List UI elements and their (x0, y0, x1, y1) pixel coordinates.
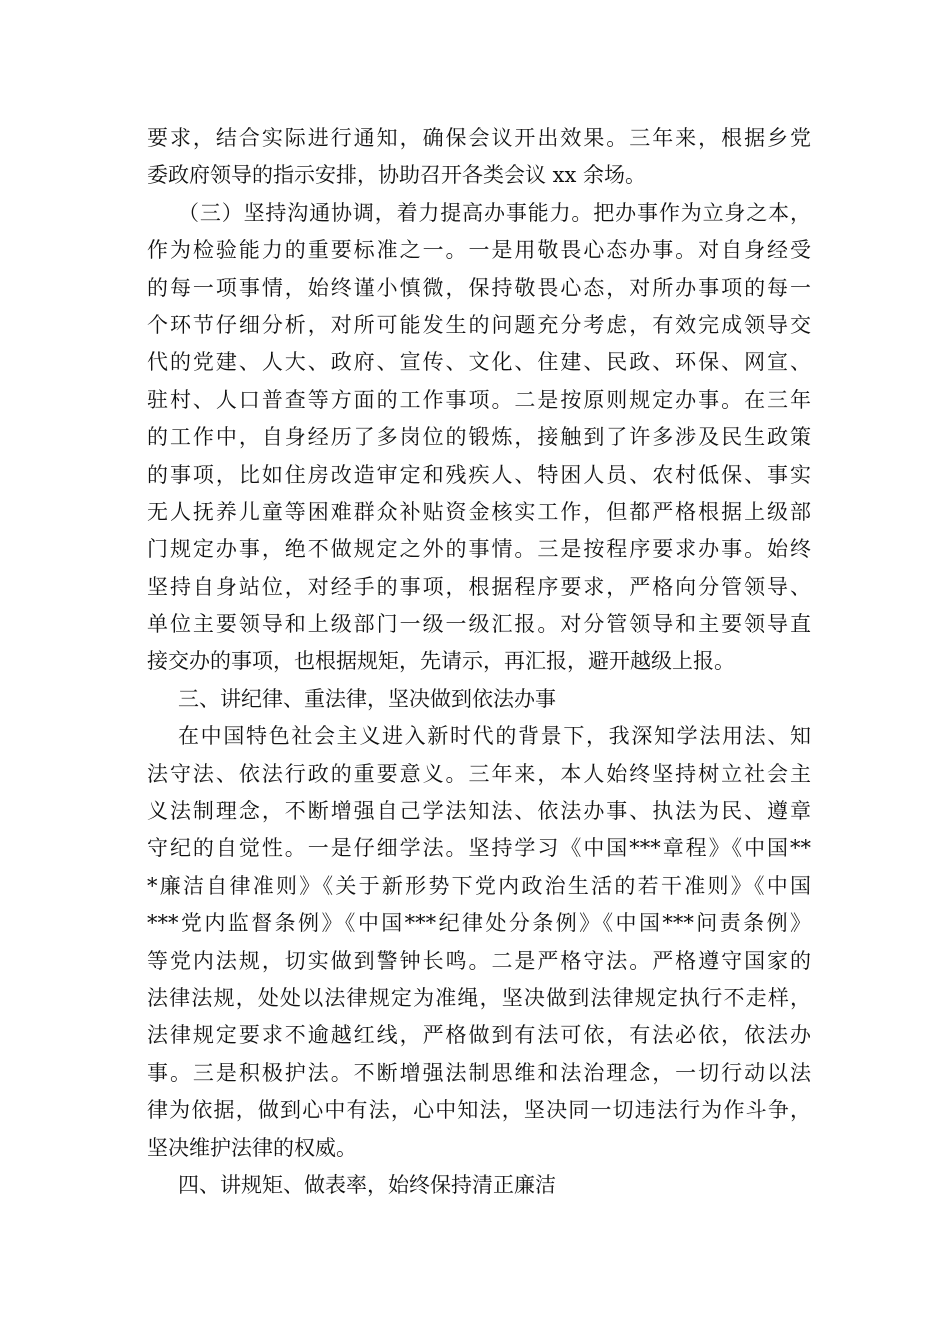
body-text (147, 120, 811, 1204)
text-line: 义法制理念，不断增强自己学法知法、依法办事、执法为民、遵章 (147, 799, 811, 824)
text-line: 驻村、人口普查等方面的工作事项。二是按原则规定办事。在三年 (147, 387, 811, 412)
text-line: 作为检验能力的重要标准之一。一是用敬畏心态办事。对自身经受 (147, 238, 811, 263)
text-line: 个环节仔细分析，对所可能发生的问题充分考虑，有效完成领导交 (147, 312, 811, 337)
text-line: 守纪的自觉性。一是仔细学法。坚持学习《中国***章程》《中国** (147, 836, 811, 861)
text-line: ***党内监督条例》《中国***纪律处分条例》《中国***问责条例》 (147, 911, 811, 936)
text-line: 要求，结合实际进行通知，确保会议开出效果。三年来，根据乡党 (147, 126, 811, 150)
text-line: *廉洁自律准则》《关于新形势下党内政治生活的若干准则》《中国 (147, 873, 811, 898)
text-line: 法律法规，处处以法律规定为准绳，坚决做到法律规定执行不走样， (147, 985, 811, 1010)
text-line: 委政府领导的指示安排，协助召开各类会议 xx 余场。 (147, 163, 647, 188)
text-line: 法守法、依法行政的重要意义。三年来，本人始终坚持树立社会主 (147, 761, 811, 786)
text-line: 坚持自身站位，对经手的事项，根据程序要求，严格向分管领导、 (147, 574, 811, 599)
text-line: 等党内法规，切实做到警钟长鸣。二是严格守法。严格遵守国家的 (147, 948, 811, 973)
text-line: 的事项，比如住房改造审定和残疾人、特困人员、农村低保、事实 (147, 462, 811, 487)
text-line: 事。三是积极护法。不断增强法制思维和法治理念，一切行动以法 (147, 1060, 811, 1085)
text-line: 单位主要领导和上级部门一级一级汇报。对分管领导和主要领导直 (147, 612, 811, 637)
text-line: 法律规定要求不逾越红线，严格做到有法可依，有法必依，依法办 (147, 1023, 811, 1048)
text-line: 四、讲规矩、做表率，始终保持清正廉洁 (178, 1172, 556, 1197)
text-line: 代的党建、人大、政府、宣传、文化、住建、民政、环保、网宣、 (147, 350, 811, 375)
text-line: 无人抚养儿童等困难群众补贴资金核实工作，但都严格根据上级部 (147, 499, 811, 524)
text-line: 的工作中，自身经历了多岗位的锻炼，接触到了许多涉及民生政策 (147, 425, 811, 450)
text-line: 的每一项事情，始终谨小慎微，保持敬畏心态，对所办事项的每一 (147, 275, 811, 300)
text-line: （三）坚持沟通协调，着力提高办事能力。把办事作为立身之本， (178, 200, 811, 225)
text-line: 门规定办事，绝不做规定之外的事情。三是按程序要求办事。始终 (147, 537, 811, 562)
text-line: 在中国特色社会主义进入新时代的背景下，我深知学法用法、知 (178, 724, 811, 749)
text-line: 律为依据，做到心中有法，心中知法，坚决同一切违法行为作斗争， (147, 1098, 811, 1123)
text-line: 接交办的事项，也根据规矩，先请示，再汇报，避开越级上报。 (147, 649, 735, 674)
text-line: 三、讲纪律、重法律，坚决做到依法办事 (178, 686, 556, 711)
text-line: 坚决维护法律的权威。 (147, 1135, 357, 1160)
